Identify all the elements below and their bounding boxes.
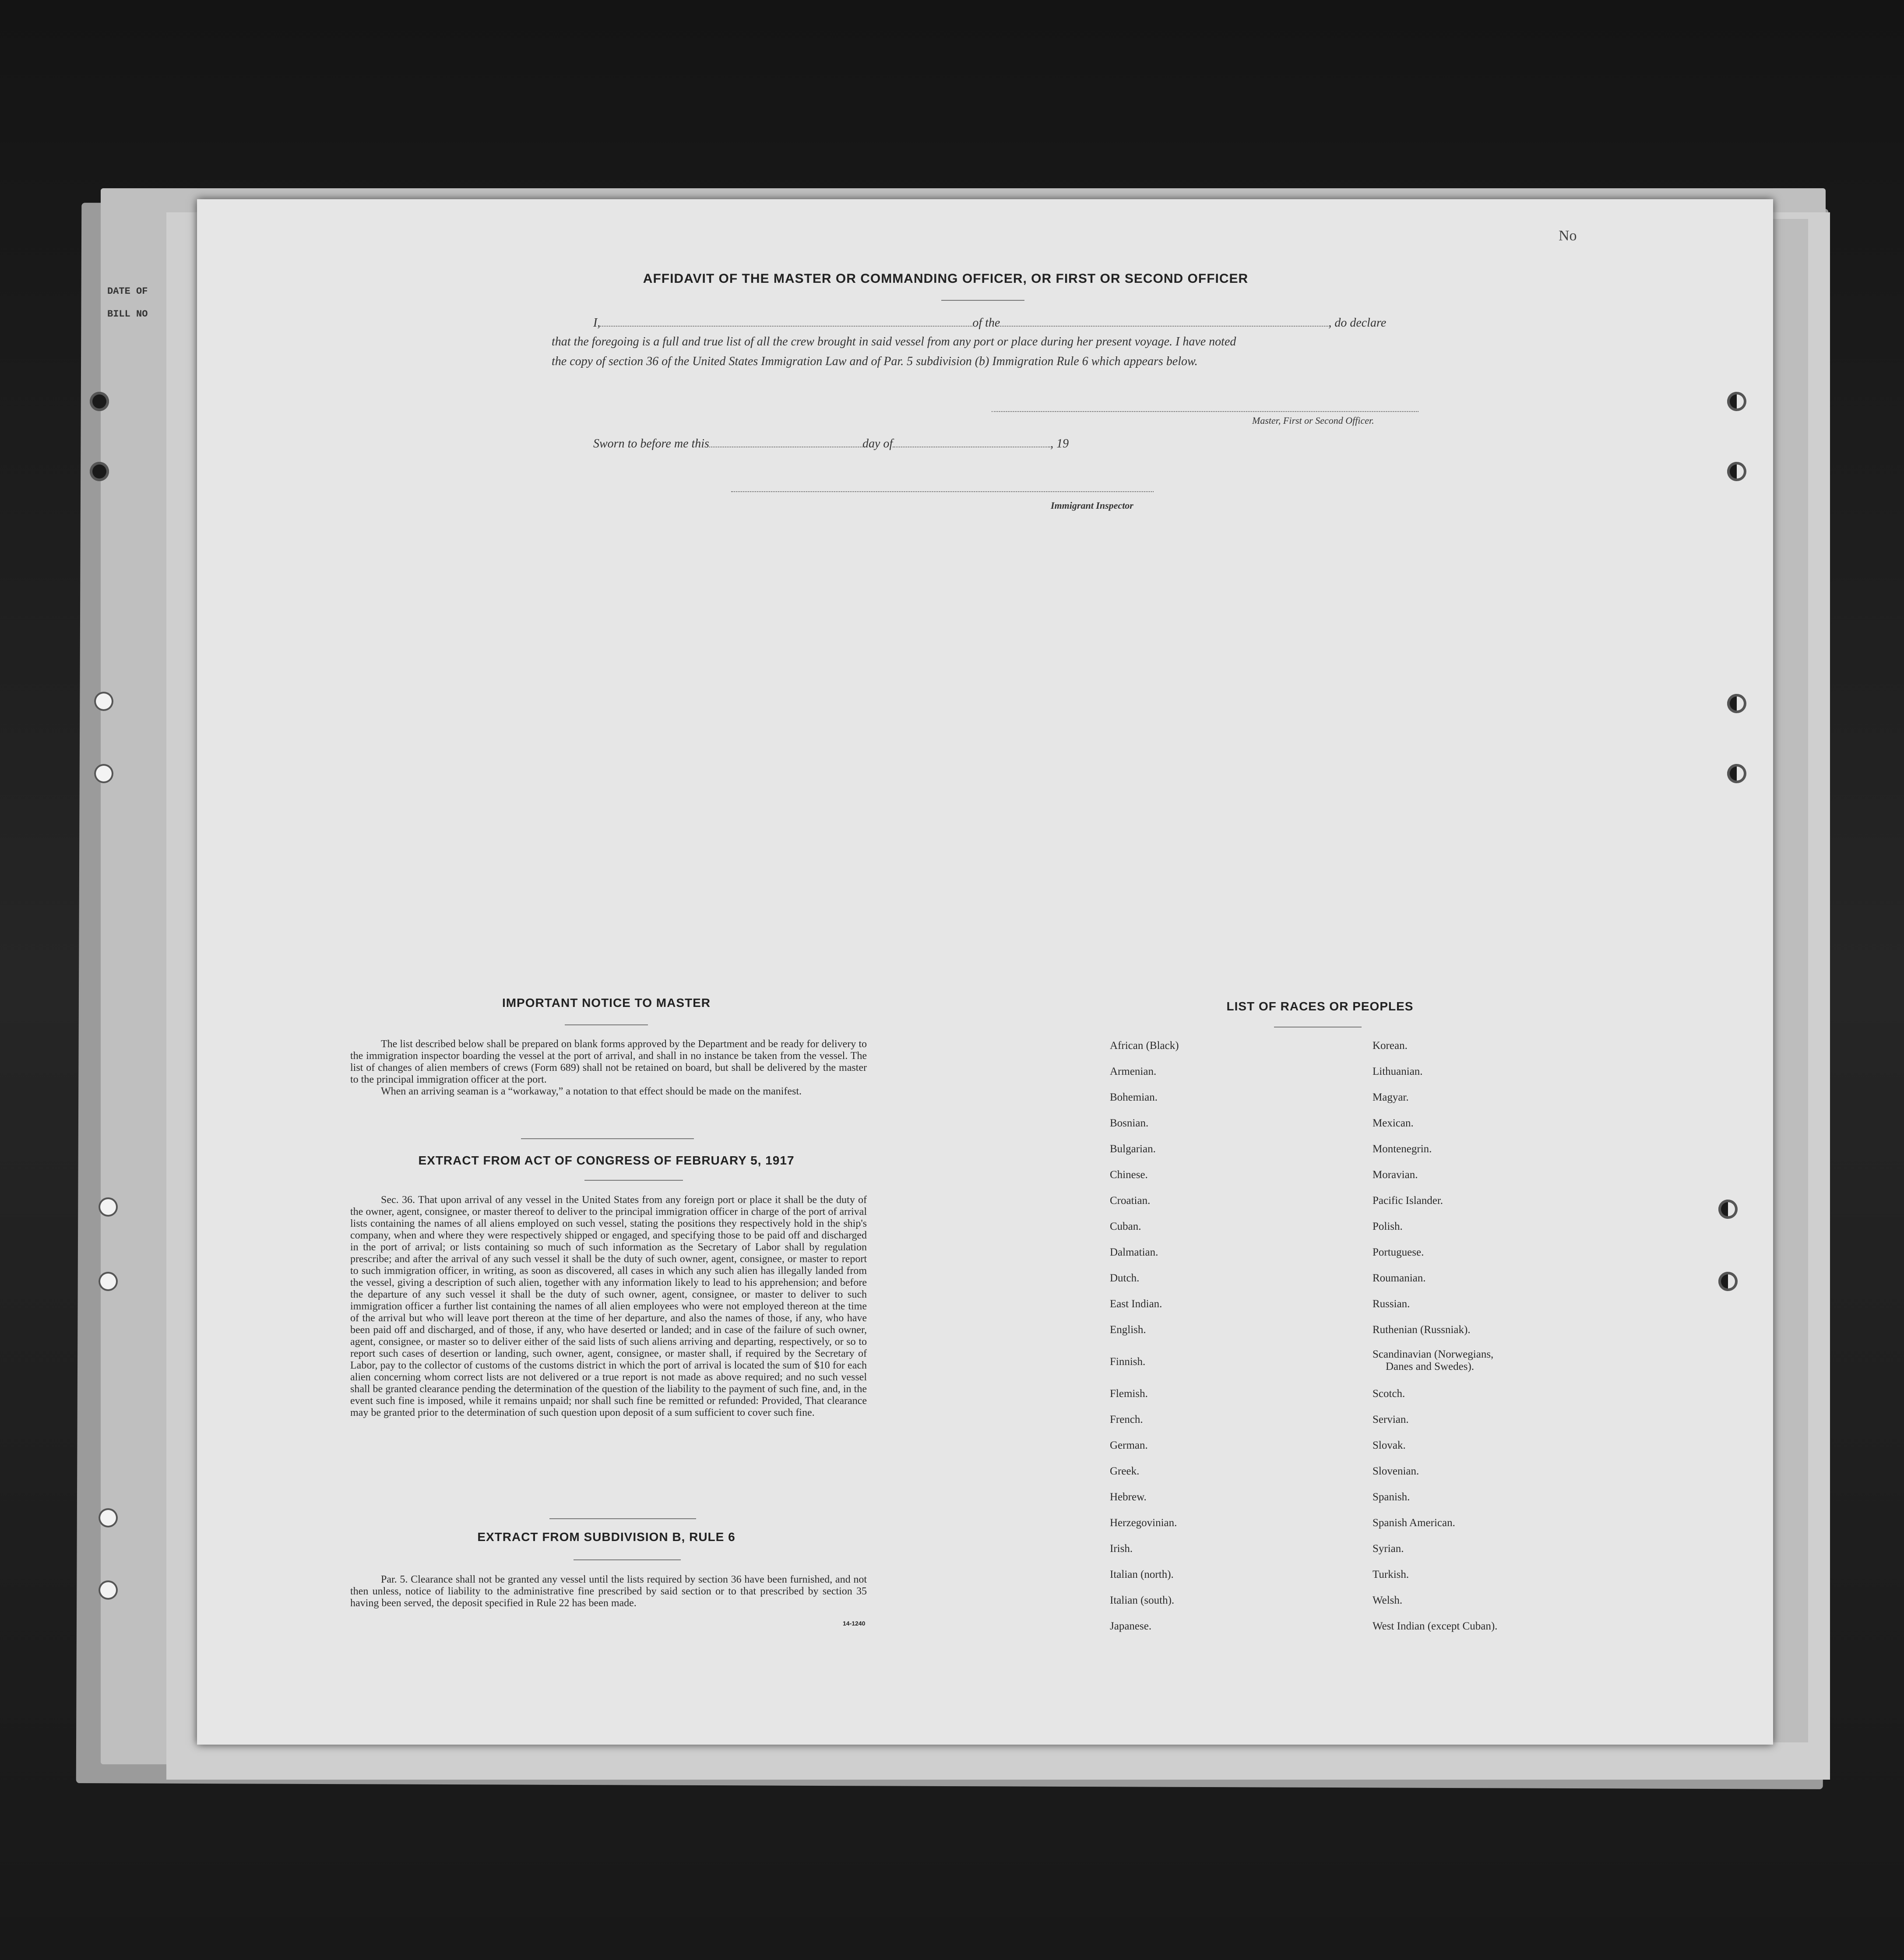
race-item: Spanish American. <box>1373 1517 1455 1529</box>
notice-paragraph: The list described below shall be prepared on blank forms approved by the Department and be ready for delivery to the immigration inspector boarding the vessel at the port of arrival, and shall in no instance be taken from the vessel. The list of changes of alien members of crews (Form 689) shall not be retained on board, but shall be delivered by the master to the principal immigration officer at the port. <box>350 1038 867 1085</box>
year-text: , 19 <box>1050 437 1069 450</box>
name-blank <box>600 326 972 327</box>
punch-hole <box>90 392 109 411</box>
sworn-text: Sworn to before me this <box>593 437 709 450</box>
divider <box>549 1518 696 1519</box>
notice-paragraph: When an arriving seaman is a “workaway,” a notation to that effect should be made on the manifest. <box>381 1086 802 1097</box>
race-item: Roumanian. <box>1373 1272 1426 1284</box>
race-item: Croatian. <box>1110 1195 1151 1207</box>
race-item: Finnish. <box>1110 1356 1146 1368</box>
race-item: Syrian. <box>1373 1543 1404 1555</box>
notice-heading: IMPORTANT NOTICE TO MASTER <box>502 996 711 1010</box>
race-item: African (Black) <box>1110 1040 1179 1052</box>
race-item: Ruthenian (Russniak). <box>1373 1324 1471 1336</box>
right-edge-strip <box>1773 219 1808 1742</box>
race-item: Cuban. <box>1110 1221 1141 1232</box>
race-item: Italian (north). <box>1110 1569 1174 1580</box>
race-item: Bohemian. <box>1110 1091 1158 1103</box>
punch-hole <box>1727 392 1746 411</box>
affidavit-of-the: of the <box>972 316 1000 330</box>
divider <box>941 300 1024 301</box>
race-item: Polish. <box>1373 1221 1403 1232</box>
race-item: Turkish. <box>1373 1569 1409 1580</box>
punch-hole <box>99 1197 118 1217</box>
race-item: Irish. <box>1110 1543 1133 1555</box>
master-caption: Master, First or Second Officer. <box>1252 415 1374 426</box>
race-item: Dutch. <box>1110 1272 1140 1284</box>
race-item: Japanese. <box>1110 1620 1152 1632</box>
punch-hole <box>1727 694 1746 713</box>
race-item: East Indian. <box>1110 1298 1162 1310</box>
divider <box>1274 1027 1362 1028</box>
affidavit-declare: , do declare <box>1328 316 1387 330</box>
race-item: Mexican. <box>1373 1117 1414 1129</box>
race-item: Moravian. <box>1373 1169 1418 1181</box>
punch-hole <box>99 1272 118 1291</box>
race-item: Bosnian. <box>1110 1117 1149 1129</box>
race-item: Slovenian. <box>1373 1465 1419 1477</box>
stamp-line: DATE OF <box>107 286 148 297</box>
race-item: Welsh. <box>1373 1594 1403 1606</box>
race-item: Scotch. <box>1373 1388 1405 1400</box>
page-number-mark: No <box>1559 228 1577 244</box>
vessel-blank <box>1000 326 1328 327</box>
punch-hole <box>94 764 113 783</box>
race-item: Korean. <box>1373 1040 1408 1052</box>
race-item: Pacific Islander. <box>1373 1195 1443 1207</box>
race-item: French. <box>1110 1414 1143 1425</box>
punch-hole <box>1718 1272 1738 1291</box>
punch-hole <box>1727 764 1746 783</box>
punch-hole <box>99 1580 118 1600</box>
affidavit-line-3: the copy of section 36 of the United States Immigration Law and of Par. 5 subdivision (b) Immigration Rule 6 which appears below. <box>552 355 1198 368</box>
punch-hole <box>99 1508 118 1527</box>
race-item: Magyar. <box>1373 1091 1409 1103</box>
sworn-line <box>593 437 1069 451</box>
race-item: Spanish. <box>1373 1491 1410 1503</box>
extract-act-text <box>350 1194 867 1419</box>
race-item: Flemish. <box>1110 1388 1148 1400</box>
extract-rule-heading: EXTRACT FROM SUBDIVISION B, RULE 6 <box>477 1530 736 1544</box>
race-item: Herzegovinian. <box>1110 1517 1177 1529</box>
race-item: Slovak. <box>1373 1439 1406 1451</box>
manifest-page <box>197 199 1773 1745</box>
race-item-continued: Danes and Swedes). <box>1386 1361 1475 1372</box>
punch-hole <box>1718 1200 1738 1219</box>
extract-rule-text <box>350 1574 867 1609</box>
affidavit-line-1 <box>593 316 1386 330</box>
race-item: Dalmatian. <box>1110 1246 1158 1258</box>
race-item: Servian. <box>1373 1414 1409 1425</box>
punch-hole <box>90 462 109 481</box>
punch-hole <box>94 692 113 711</box>
par-5-paragraph: Par. 5. Clearance shall not be granted any vessel until the lists required by section 36 have been furnished, and not then unless, notice of liability to the administrative fine prescribed by said section or to that prescribed by section 35 having been served, the deposit specified in Rule 22 has been made. <box>350 1574 867 1609</box>
day-of-text: day of <box>862 437 893 450</box>
race-item: German. <box>1110 1439 1148 1451</box>
race-item: Hebrew. <box>1110 1491 1147 1503</box>
race-item: Lithuanian. <box>1373 1066 1423 1077</box>
divider <box>565 1024 648 1025</box>
stamp-text <box>107 280 195 390</box>
race-item: Italian (south). <box>1110 1594 1175 1606</box>
race-item: English. <box>1110 1324 1146 1336</box>
stamp-line: BILL NO <box>107 309 148 320</box>
race-item: Russian. <box>1373 1298 1410 1310</box>
affidavit-line-2: that the foregoing is a full and true list of all the crew brought in said vessel from any port or place during her present voyage. I have noted <box>552 335 1236 348</box>
form-number: 14-1240 <box>843 1620 866 1627</box>
race-item: Portuguese. <box>1373 1246 1424 1258</box>
inspector-signature-line <box>731 490 1154 492</box>
race-item: Scandinavian (Norwegians, <box>1373 1348 1494 1360</box>
punch-hole <box>1727 462 1746 481</box>
divider <box>584 1180 683 1181</box>
section-36-paragraph: Sec. 36. That upon arrival of any vessel in the United States from any foreign port or place it shall be the duty of the owner, agent, consignee, or master thereof to deliver to the principal immigration officer in charge of the port of arrival lists containing the names of all aliens employed on such vessel, stating the positions they respectively hold in the ship's company, when and where they were respectively shipped or engaged, and specifying those to be paid off and discharged in the port of arrival; or lists containing so much of such information as the Secretary of Labor shall by regulation prescribe; and after the arrival of any such vessel it shall be the duty of such owner, agent, consignee, or master to report to such immigration officer, in writing, as soon as discovered, all cases in which any such alien has illegally landed from the vessel, giving a description of such alien, together with any information likely to lead to his apprehension; and before the departure of any such vessel it shall be the duty of such owner, agent, consignee, or master to deliver to such immigration officer a further list containing the names of all alien employees who were not employed thereon at the time of the arrival but who will leave port thereon at the time of her departure, and also the names of those, if any, who have been paid off and discharged, and of those, if any, who have deserted or landed; and in case of the failure of such owner, agent, consignee, or master so to deliver either of the said lists of such aliens arriving and departing, respectively, or so to report such cases of desertion or landing, such owner, agent, consignee, or master shall, if required by the Secretary of Labor, pay to the collector of customs of the customs district in which the port of arrival is located the sum of $10 for each alien concerning whom correct lists are not delivered or a true report is not made as above required; and no such vessel shall be granted clearance pending the determination of the question of the liability to the payment of such fine, and, in the event such fine is imposed, while it remains unpaid; nor shall such fine be remitted or refunded: Provided, That clearance may be granted prior to the determination of such question upon deposit of a sum sufficient to cover such fine. <box>350 1194 867 1418</box>
race-item: West Indian (except Cuban). <box>1373 1620 1498 1632</box>
affidavit-i: I, <box>593 316 601 330</box>
master-signature-line <box>992 410 1418 412</box>
race-item: Bulgarian. <box>1110 1143 1156 1155</box>
notice-text <box>350 1038 867 1098</box>
race-item: Armenian. <box>1110 1066 1157 1077</box>
divider <box>574 1559 681 1560</box>
race-item: Greek. <box>1110 1465 1140 1477</box>
race-item: Chinese. <box>1110 1169 1148 1181</box>
extract-act-heading: EXTRACT FROM ACT OF CONGRESS OF FEBRUARY 5, 1917 <box>418 1154 795 1167</box>
races-heading: LIST OF RACES OR PEOPLES <box>1226 999 1414 1013</box>
inspector-caption: Immigrant Inspector <box>1051 500 1133 511</box>
divider <box>521 1138 694 1139</box>
race-item: Montenegrin. <box>1373 1143 1432 1155</box>
affidavit-title: AFFIDAVIT OF THE MASTER OR COMMANDING OFFICER, OR FIRST OR SECOND OFFICER <box>643 271 1249 286</box>
